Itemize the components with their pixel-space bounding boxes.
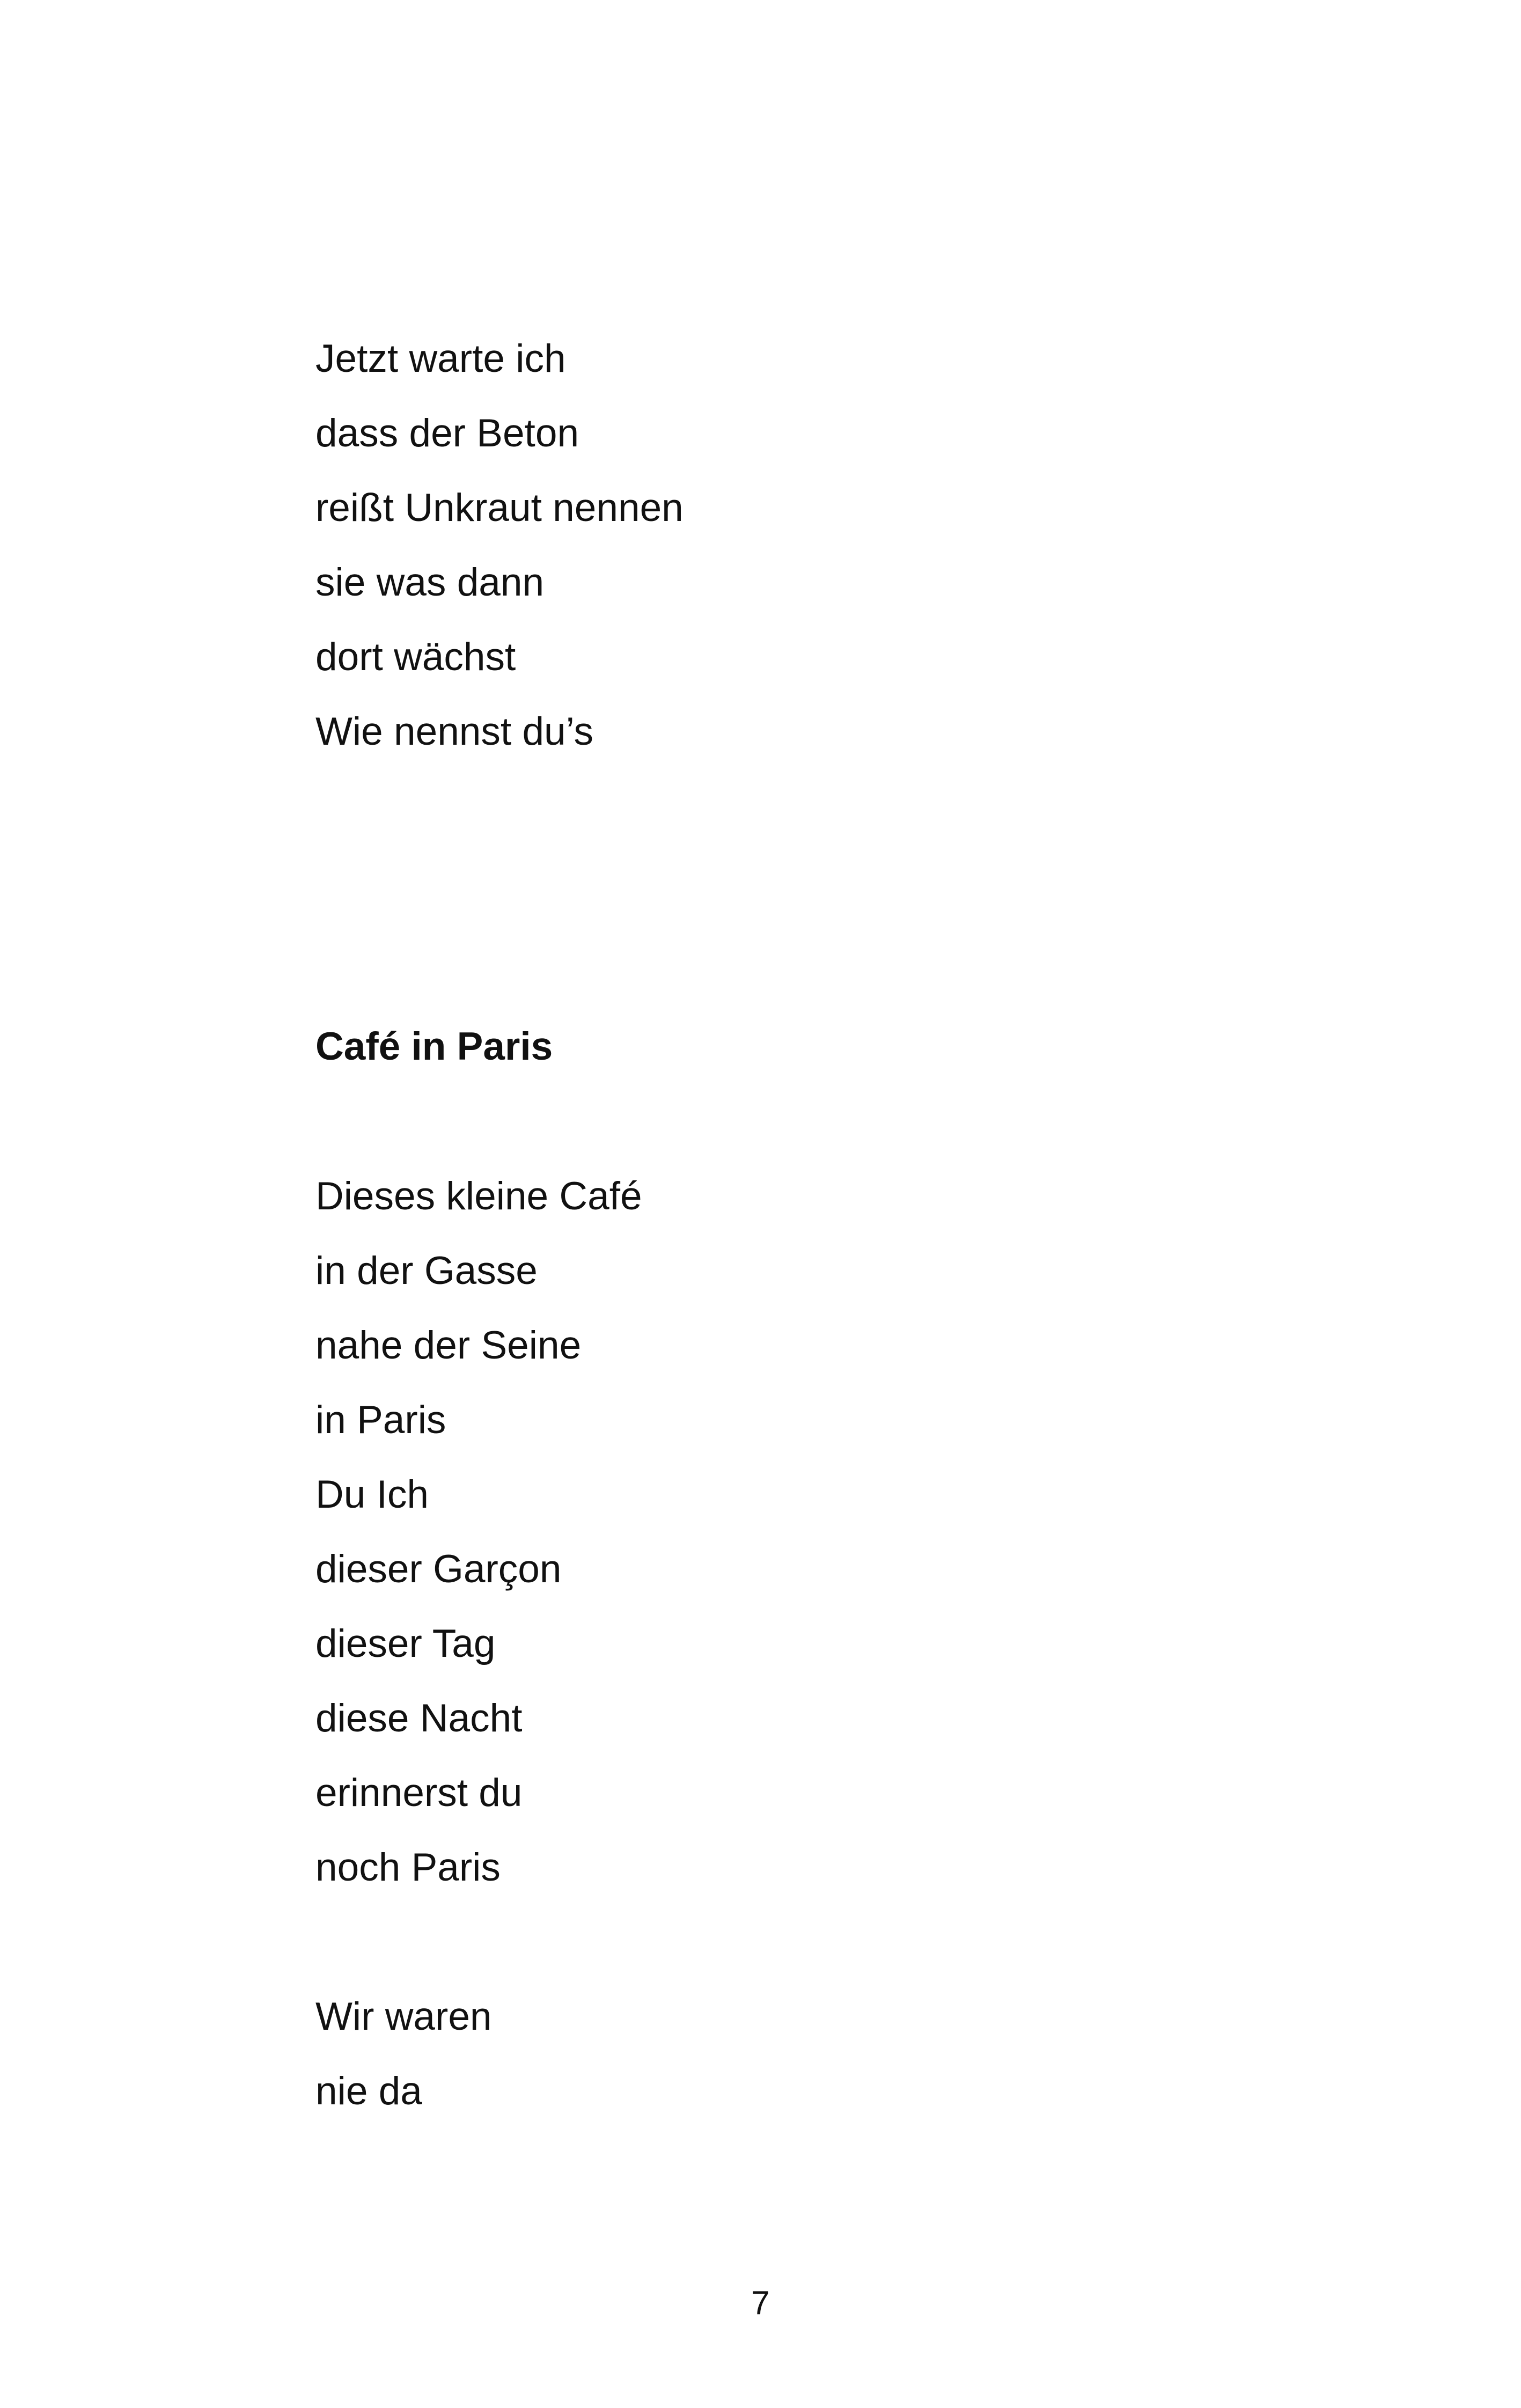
poem-line: Du Ich bbox=[315, 1473, 429, 1516]
poem-line: Wir waren bbox=[315, 1995, 492, 2038]
poem-line: noch Paris bbox=[315, 1846, 501, 1889]
poem-line: Dieses kleine Café bbox=[315, 1174, 642, 1218]
poem-line: in Paris bbox=[315, 1398, 446, 1442]
poem-line: Jetzt warte ich bbox=[315, 337, 566, 380]
page-number: 7 bbox=[751, 2285, 770, 2322]
poem-line: sie was dann bbox=[315, 561, 545, 604]
poem-line: reißt Unkraut nennen bbox=[315, 486, 684, 530]
poem-line: in der Gasse bbox=[315, 1249, 538, 1293]
poem-line: nahe der Seine bbox=[315, 1324, 582, 1367]
poem-line: dieser Garçon bbox=[315, 1547, 562, 1591]
poem-line: dort wächst bbox=[315, 635, 516, 679]
poem-line: erinnerst du bbox=[315, 1771, 523, 1815]
poem-line: dass der Beton bbox=[315, 412, 579, 455]
poem-line: Wie nennst du’s bbox=[315, 710, 594, 753]
poem-line: dieser Tag bbox=[315, 1622, 496, 1665]
poem-title: Café in Paris bbox=[315, 1025, 553, 1068]
poem-line: nie da bbox=[315, 2069, 422, 2113]
poem-line: diese Nacht bbox=[315, 1697, 523, 1740]
